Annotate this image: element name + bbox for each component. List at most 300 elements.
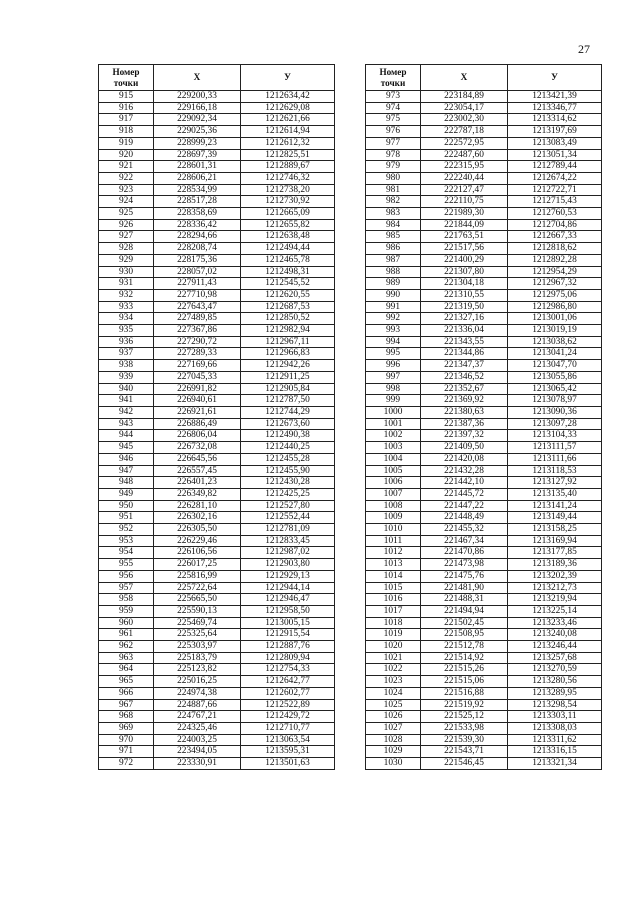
point-number-cell: 962 — [99, 641, 154, 653]
x-coordinate-cell: 228534,99 — [154, 184, 241, 196]
table-row — [366, 465, 602, 477]
point-number-cell: 1002 — [366, 430, 421, 442]
table-row — [99, 512, 335, 524]
x-coordinate-cell: 221494,94 — [421, 605, 508, 617]
point-number-cell: 959 — [99, 605, 154, 617]
y-coordinate-cell: 1213005,15 — [241, 617, 335, 629]
table-row — [99, 278, 335, 290]
point-number-cell: 968 — [99, 711, 154, 723]
y-coordinate-cell: 1212982,94 — [241, 325, 335, 337]
y-coordinate-cell: 1212966,83 — [241, 348, 335, 360]
x-coordinate-cell: 222110,75 — [421, 196, 508, 208]
table-row — [366, 371, 602, 383]
point-number-cell: 1009 — [366, 512, 421, 524]
point-number-cell: 1004 — [366, 453, 421, 465]
x-coordinate-cell: 221319,50 — [421, 301, 508, 313]
y-coordinate-cell: 1213321,34 — [508, 758, 602, 770]
y-coordinate-cell: 1213090,36 — [508, 406, 602, 418]
y-coordinate-cell: 1213298,54 — [508, 699, 602, 711]
point-number-cell: 978 — [366, 149, 421, 161]
header-point-number: Номер точки — [366, 65, 421, 91]
table-row — [99, 371, 335, 383]
y-coordinate-cell: 1212967,32 — [508, 278, 602, 290]
point-number-cell: 949 — [99, 488, 154, 500]
y-coordinate-cell: 1212552,44 — [241, 512, 335, 524]
x-coordinate-cell: 221515,26 — [421, 664, 508, 676]
table-row — [366, 172, 602, 184]
table-row — [99, 676, 335, 688]
point-number-cell: 923 — [99, 184, 154, 196]
y-coordinate-cell: 1212787,50 — [241, 395, 335, 407]
y-coordinate-cell: 1212490,38 — [241, 430, 335, 442]
point-number-cell: 951 — [99, 512, 154, 524]
table-row — [99, 664, 335, 676]
table-row — [366, 254, 602, 266]
y-coordinate-cell: 1212730,92 — [241, 196, 335, 208]
x-coordinate-cell: 221432,28 — [421, 465, 508, 477]
x-coordinate-cell: 226281,10 — [154, 500, 241, 512]
table-row — [366, 512, 602, 524]
point-number-cell: 964 — [99, 664, 154, 676]
table-row — [366, 594, 602, 606]
point-number-cell: 984 — [366, 219, 421, 231]
x-coordinate-cell: 221519,92 — [421, 699, 508, 711]
point-number-cell: 1017 — [366, 605, 421, 617]
point-number-cell: 920 — [99, 149, 154, 161]
y-coordinate-cell: 1212809,94 — [241, 652, 335, 664]
y-coordinate-cell: 1212942,26 — [241, 360, 335, 372]
table-row — [99, 395, 335, 407]
x-coordinate-cell: 223002,30 — [421, 114, 508, 126]
table-row — [99, 758, 335, 770]
x-coordinate-cell: 225183,79 — [154, 652, 241, 664]
table-row — [99, 500, 335, 512]
y-coordinate-cell: 1213065,42 — [508, 383, 602, 395]
x-coordinate-cell: 228999,23 — [154, 137, 241, 149]
table-row — [99, 442, 335, 454]
point-number-cell: 937 — [99, 348, 154, 360]
y-coordinate-cell: 1212710,77 — [241, 722, 335, 734]
table-row — [366, 687, 602, 699]
y-coordinate-cell: 1212494,44 — [241, 243, 335, 255]
point-number-cell: 1022 — [366, 664, 421, 676]
x-coordinate-cell: 225123,82 — [154, 664, 241, 676]
x-coordinate-cell: 222315,95 — [421, 161, 508, 173]
y-coordinate-cell: 1213314,62 — [508, 114, 602, 126]
table-row — [366, 406, 602, 418]
x-coordinate-cell: 221533,98 — [421, 722, 508, 734]
point-number-cell: 945 — [99, 442, 154, 454]
table-row — [366, 664, 602, 676]
table-row — [99, 605, 335, 617]
y-coordinate-cell: 1213240,08 — [508, 629, 602, 641]
table-row — [366, 336, 602, 348]
table-row — [99, 617, 335, 629]
point-number-cell: 936 — [99, 336, 154, 348]
x-coordinate-cell: 229166,18 — [154, 102, 241, 114]
x-coordinate-cell: 221380,63 — [421, 406, 508, 418]
table-row — [99, 699, 335, 711]
y-coordinate-cell: 1212674,22 — [508, 172, 602, 184]
y-coordinate-cell: 1212905,84 — [241, 383, 335, 395]
y-coordinate-cell: 1212850,52 — [241, 313, 335, 325]
y-coordinate-cell: 1213169,94 — [508, 535, 602, 547]
y-coordinate-cell: 1212944,14 — [241, 582, 335, 594]
y-coordinate-cell: 1212704,86 — [508, 219, 602, 231]
point-number-cell: 976 — [366, 126, 421, 138]
point-number-cell: 938 — [99, 360, 154, 372]
table-row — [366, 547, 602, 559]
y-coordinate-cell: 1212612,32 — [241, 137, 335, 149]
table-row — [366, 559, 602, 571]
y-coordinate-cell: 1212429,72 — [241, 711, 335, 723]
x-coordinate-cell: 227045,33 — [154, 371, 241, 383]
table-row — [99, 641, 335, 653]
y-coordinate-cell: 1212614,94 — [241, 126, 335, 138]
table-row — [99, 711, 335, 723]
table-row — [366, 231, 602, 243]
x-coordinate-cell: 229092,34 — [154, 114, 241, 126]
x-coordinate-cell: 221346,52 — [421, 371, 508, 383]
x-coordinate-cell: 228697,39 — [154, 149, 241, 161]
x-coordinate-cell: 221409,50 — [421, 442, 508, 454]
point-number-cell: 972 — [99, 758, 154, 770]
point-number-cell: 944 — [99, 430, 154, 442]
point-number-cell: 928 — [99, 243, 154, 255]
x-coordinate-cell: 221336,04 — [421, 325, 508, 337]
y-coordinate-cell: 1213149,44 — [508, 512, 602, 524]
x-coordinate-cell: 221508,95 — [421, 629, 508, 641]
point-number-cell: 915 — [99, 91, 154, 103]
x-coordinate-cell: 228057,02 — [154, 266, 241, 278]
point-number-cell: 934 — [99, 313, 154, 325]
point-number-cell: 1011 — [366, 535, 421, 547]
point-number-cell: 1026 — [366, 711, 421, 723]
header-x: Х — [154, 65, 241, 91]
x-coordinate-cell: 227643,47 — [154, 301, 241, 313]
table-row — [366, 208, 602, 220]
y-coordinate-cell: 1213111,57 — [508, 442, 602, 454]
y-coordinate-cell: 1213303,11 — [508, 711, 602, 723]
coordinates-table-left — [98, 64, 335, 770]
y-coordinate-cell: 1212789,44 — [508, 161, 602, 173]
x-coordinate-cell: 221546,45 — [421, 758, 508, 770]
x-coordinate-cell: 225816,99 — [154, 570, 241, 582]
x-coordinate-cell: 221455,32 — [421, 524, 508, 536]
x-coordinate-cell: 221447,22 — [421, 500, 508, 512]
y-coordinate-cell: 1212958,50 — [241, 605, 335, 617]
point-number-cell: 961 — [99, 629, 154, 641]
y-coordinate-cell: 1212946,47 — [241, 594, 335, 606]
table-row — [366, 617, 602, 629]
y-coordinate-cell: 1213001,06 — [508, 313, 602, 325]
table-row — [99, 254, 335, 266]
y-coordinate-cell: 1212818,62 — [508, 243, 602, 255]
point-number-cell: 956 — [99, 570, 154, 582]
point-number-cell: 981 — [366, 184, 421, 196]
x-coordinate-cell: 228208,74 — [154, 243, 241, 255]
x-coordinate-cell: 225325,64 — [154, 629, 241, 641]
x-coordinate-cell: 221516,88 — [421, 687, 508, 699]
table-row — [99, 266, 335, 278]
table-row — [366, 102, 602, 114]
point-number-cell: 1020 — [366, 641, 421, 653]
x-coordinate-cell: 221763,51 — [421, 231, 508, 243]
y-coordinate-cell: 1212911,25 — [241, 371, 335, 383]
point-number-cell: 969 — [99, 722, 154, 734]
y-coordinate-cell: 1212620,55 — [241, 289, 335, 301]
table-row — [99, 301, 335, 313]
point-number-cell: 999 — [366, 395, 421, 407]
point-number-cell: 957 — [99, 582, 154, 594]
y-coordinate-cell: 1213316,15 — [508, 746, 602, 758]
point-number-cell: 916 — [99, 102, 154, 114]
point-number-cell: 1000 — [366, 406, 421, 418]
y-coordinate-cell: 1213421,39 — [508, 91, 602, 103]
point-number-cell: 917 — [99, 114, 154, 126]
point-number-cell: 1024 — [366, 687, 421, 699]
y-coordinate-cell: 1212455,28 — [241, 453, 335, 465]
point-number-cell: 1027 — [366, 722, 421, 734]
point-number-cell: 1008 — [366, 500, 421, 512]
point-number-cell: 931 — [99, 278, 154, 290]
point-number-cell: 943 — [99, 418, 154, 430]
y-coordinate-cell: 1212915,54 — [241, 629, 335, 641]
table-row — [99, 547, 335, 559]
x-coordinate-cell: 221488,31 — [421, 594, 508, 606]
point-number-cell: 997 — [366, 371, 421, 383]
table-row — [99, 219, 335, 231]
point-number-cell: 1005 — [366, 465, 421, 477]
x-coordinate-cell: 221481,90 — [421, 582, 508, 594]
x-coordinate-cell: 224325,46 — [154, 722, 241, 734]
y-coordinate-cell: 1212722,71 — [508, 184, 602, 196]
point-number-cell: 1021 — [366, 652, 421, 664]
point-number-cell: 1016 — [366, 594, 421, 606]
point-number-cell: 998 — [366, 383, 421, 395]
x-coordinate-cell: 222487,60 — [421, 149, 508, 161]
point-number-cell: 955 — [99, 559, 154, 571]
y-coordinate-cell: 1213118,53 — [508, 465, 602, 477]
x-coordinate-cell: 221442,10 — [421, 477, 508, 489]
y-coordinate-cell: 1212665,09 — [241, 208, 335, 220]
point-number-cell: 946 — [99, 453, 154, 465]
table-row — [99, 406, 335, 418]
x-coordinate-cell: 221310,55 — [421, 289, 508, 301]
table-row — [366, 652, 602, 664]
y-coordinate-cell: 1212430,28 — [241, 477, 335, 489]
table-row — [366, 430, 602, 442]
x-coordinate-cell: 223330,91 — [154, 758, 241, 770]
point-number-cell: 995 — [366, 348, 421, 360]
table-row — [366, 266, 602, 278]
y-coordinate-cell: 1212781,09 — [241, 524, 335, 536]
table-row — [99, 582, 335, 594]
point-number-cell: 974 — [366, 102, 421, 114]
y-coordinate-cell: 1213097,28 — [508, 418, 602, 430]
point-number-cell: 993 — [366, 325, 421, 337]
table-row — [366, 219, 602, 231]
table-row — [99, 348, 335, 360]
x-coordinate-cell: 221475,76 — [421, 570, 508, 582]
table-row — [99, 430, 335, 442]
y-coordinate-cell: 1212987,02 — [241, 547, 335, 559]
x-coordinate-cell: 228601,31 — [154, 161, 241, 173]
x-coordinate-cell: 221517,56 — [421, 243, 508, 255]
y-coordinate-cell: 1213041,24 — [508, 348, 602, 360]
x-coordinate-cell: 221420,08 — [421, 453, 508, 465]
y-coordinate-cell: 1213501,63 — [241, 758, 335, 770]
x-coordinate-cell: 221844,09 — [421, 219, 508, 231]
y-coordinate-cell: 1213135,40 — [508, 488, 602, 500]
y-coordinate-cell: 1212760,53 — [508, 208, 602, 220]
table-row — [366, 699, 602, 711]
table-row — [366, 453, 602, 465]
y-coordinate-cell: 1212527,80 — [241, 500, 335, 512]
x-coordinate-cell: 226806,04 — [154, 430, 241, 442]
table-row — [99, 687, 335, 699]
point-number-cell: 932 — [99, 289, 154, 301]
y-coordinate-cell: 1212744,29 — [241, 406, 335, 418]
y-coordinate-cell: 1213219,94 — [508, 594, 602, 606]
y-coordinate-cell: 1212621,66 — [241, 114, 335, 126]
y-coordinate-cell: 1212892,28 — [508, 254, 602, 266]
x-coordinate-cell: 227169,66 — [154, 360, 241, 372]
x-coordinate-cell: 224003,25 — [154, 734, 241, 746]
x-coordinate-cell: 221470,86 — [421, 547, 508, 559]
y-coordinate-cell: 1213047,70 — [508, 360, 602, 372]
x-coordinate-cell: 226229,46 — [154, 535, 241, 547]
x-coordinate-cell: 226645,56 — [154, 453, 241, 465]
table-row — [366, 91, 602, 103]
y-coordinate-cell: 1212440,25 — [241, 442, 335, 454]
x-coordinate-cell: 227367,86 — [154, 325, 241, 337]
y-coordinate-cell: 1213595,31 — [241, 746, 335, 758]
y-coordinate-cell: 1212967,11 — [241, 336, 335, 348]
table-row — [99, 383, 335, 395]
table-row — [99, 477, 335, 489]
x-coordinate-cell: 221397,32 — [421, 430, 508, 442]
x-coordinate-cell: 221473,98 — [421, 559, 508, 571]
y-coordinate-cell: 1213246,44 — [508, 641, 602, 653]
point-number-cell: 922 — [99, 172, 154, 184]
x-coordinate-cell: 225016,25 — [154, 676, 241, 688]
table-row — [99, 289, 335, 301]
table-row — [99, 629, 335, 641]
y-coordinate-cell: 1212498,31 — [241, 266, 335, 278]
point-number-cell: 975 — [366, 114, 421, 126]
y-coordinate-cell: 1212425,25 — [241, 488, 335, 500]
table-row — [366, 149, 602, 161]
point-number-cell: 960 — [99, 617, 154, 629]
y-coordinate-cell: 1212655,82 — [241, 219, 335, 231]
x-coordinate-cell: 222127,47 — [421, 184, 508, 196]
y-coordinate-cell: 1213189,36 — [508, 559, 602, 571]
y-coordinate-cell: 1212629,08 — [241, 102, 335, 114]
table-row — [366, 676, 602, 688]
point-number-cell: 942 — [99, 406, 154, 418]
y-coordinate-cell: 1213212,73 — [508, 582, 602, 594]
point-number-cell: 925 — [99, 208, 154, 220]
point-number-cell: 970 — [99, 734, 154, 746]
table-row — [366, 488, 602, 500]
y-coordinate-cell: 1213127,92 — [508, 477, 602, 489]
point-number-cell: 989 — [366, 278, 421, 290]
y-coordinate-cell: 1212903,80 — [241, 559, 335, 571]
x-coordinate-cell: 221448,49 — [421, 512, 508, 524]
table-row — [366, 442, 602, 454]
table-row — [366, 711, 602, 723]
table-row — [99, 91, 335, 103]
point-number-cell: 977 — [366, 137, 421, 149]
x-coordinate-cell: 221512,78 — [421, 641, 508, 653]
table-row — [366, 360, 602, 372]
table-row — [366, 734, 602, 746]
point-number-cell: 1015 — [366, 582, 421, 594]
table-row — [366, 535, 602, 547]
x-coordinate-cell: 228606,21 — [154, 172, 241, 184]
x-coordinate-cell: 227289,33 — [154, 348, 241, 360]
point-number-cell: 918 — [99, 126, 154, 138]
x-coordinate-cell: 229200,33 — [154, 91, 241, 103]
table-row — [366, 348, 602, 360]
table-row — [99, 137, 335, 149]
x-coordinate-cell: 221502,45 — [421, 617, 508, 629]
table-row — [366, 395, 602, 407]
y-coordinate-cell: 1213055,86 — [508, 371, 602, 383]
point-number-cell: 963 — [99, 652, 154, 664]
table-row — [99, 453, 335, 465]
x-coordinate-cell: 221467,34 — [421, 535, 508, 547]
y-coordinate-cell: 1212687,53 — [241, 301, 335, 313]
table-row — [99, 208, 335, 220]
y-coordinate-cell: 1213270,59 — [508, 664, 602, 676]
table-row — [366, 605, 602, 617]
point-number-cell: 992 — [366, 313, 421, 325]
table-row — [366, 301, 602, 313]
y-coordinate-cell: 1212825,51 — [241, 149, 335, 161]
x-coordinate-cell: 222240,44 — [421, 172, 508, 184]
point-number-cell: 1010 — [366, 524, 421, 536]
point-number-cell: 939 — [99, 371, 154, 383]
point-number-cell: 990 — [366, 289, 421, 301]
x-coordinate-cell: 228358,69 — [154, 208, 241, 220]
y-coordinate-cell: 1212887,76 — [241, 641, 335, 653]
x-coordinate-cell: 221445,72 — [421, 488, 508, 500]
table-row — [99, 594, 335, 606]
table-row — [366, 278, 602, 290]
y-coordinate-cell: 1213202,39 — [508, 570, 602, 582]
point-number-cell: 940 — [99, 383, 154, 395]
y-coordinate-cell: 1213346,77 — [508, 102, 602, 114]
table-row — [99, 734, 335, 746]
x-coordinate-cell: 226991,82 — [154, 383, 241, 395]
table-row — [366, 477, 602, 489]
x-coordinate-cell: 221307,80 — [421, 266, 508, 278]
point-number-cell: 1030 — [366, 758, 421, 770]
y-coordinate-cell: 1213197,69 — [508, 126, 602, 138]
y-coordinate-cell: 1213177,85 — [508, 547, 602, 559]
y-coordinate-cell: 1213280,56 — [508, 676, 602, 688]
x-coordinate-cell: 224974,38 — [154, 687, 241, 699]
point-number-cell: 1028 — [366, 734, 421, 746]
x-coordinate-cell: 221352,67 — [421, 383, 508, 395]
y-coordinate-cell: 1213308,03 — [508, 722, 602, 734]
point-number-cell: 985 — [366, 231, 421, 243]
table-row — [366, 722, 602, 734]
table-row — [366, 196, 602, 208]
x-coordinate-cell: 226305,50 — [154, 524, 241, 536]
